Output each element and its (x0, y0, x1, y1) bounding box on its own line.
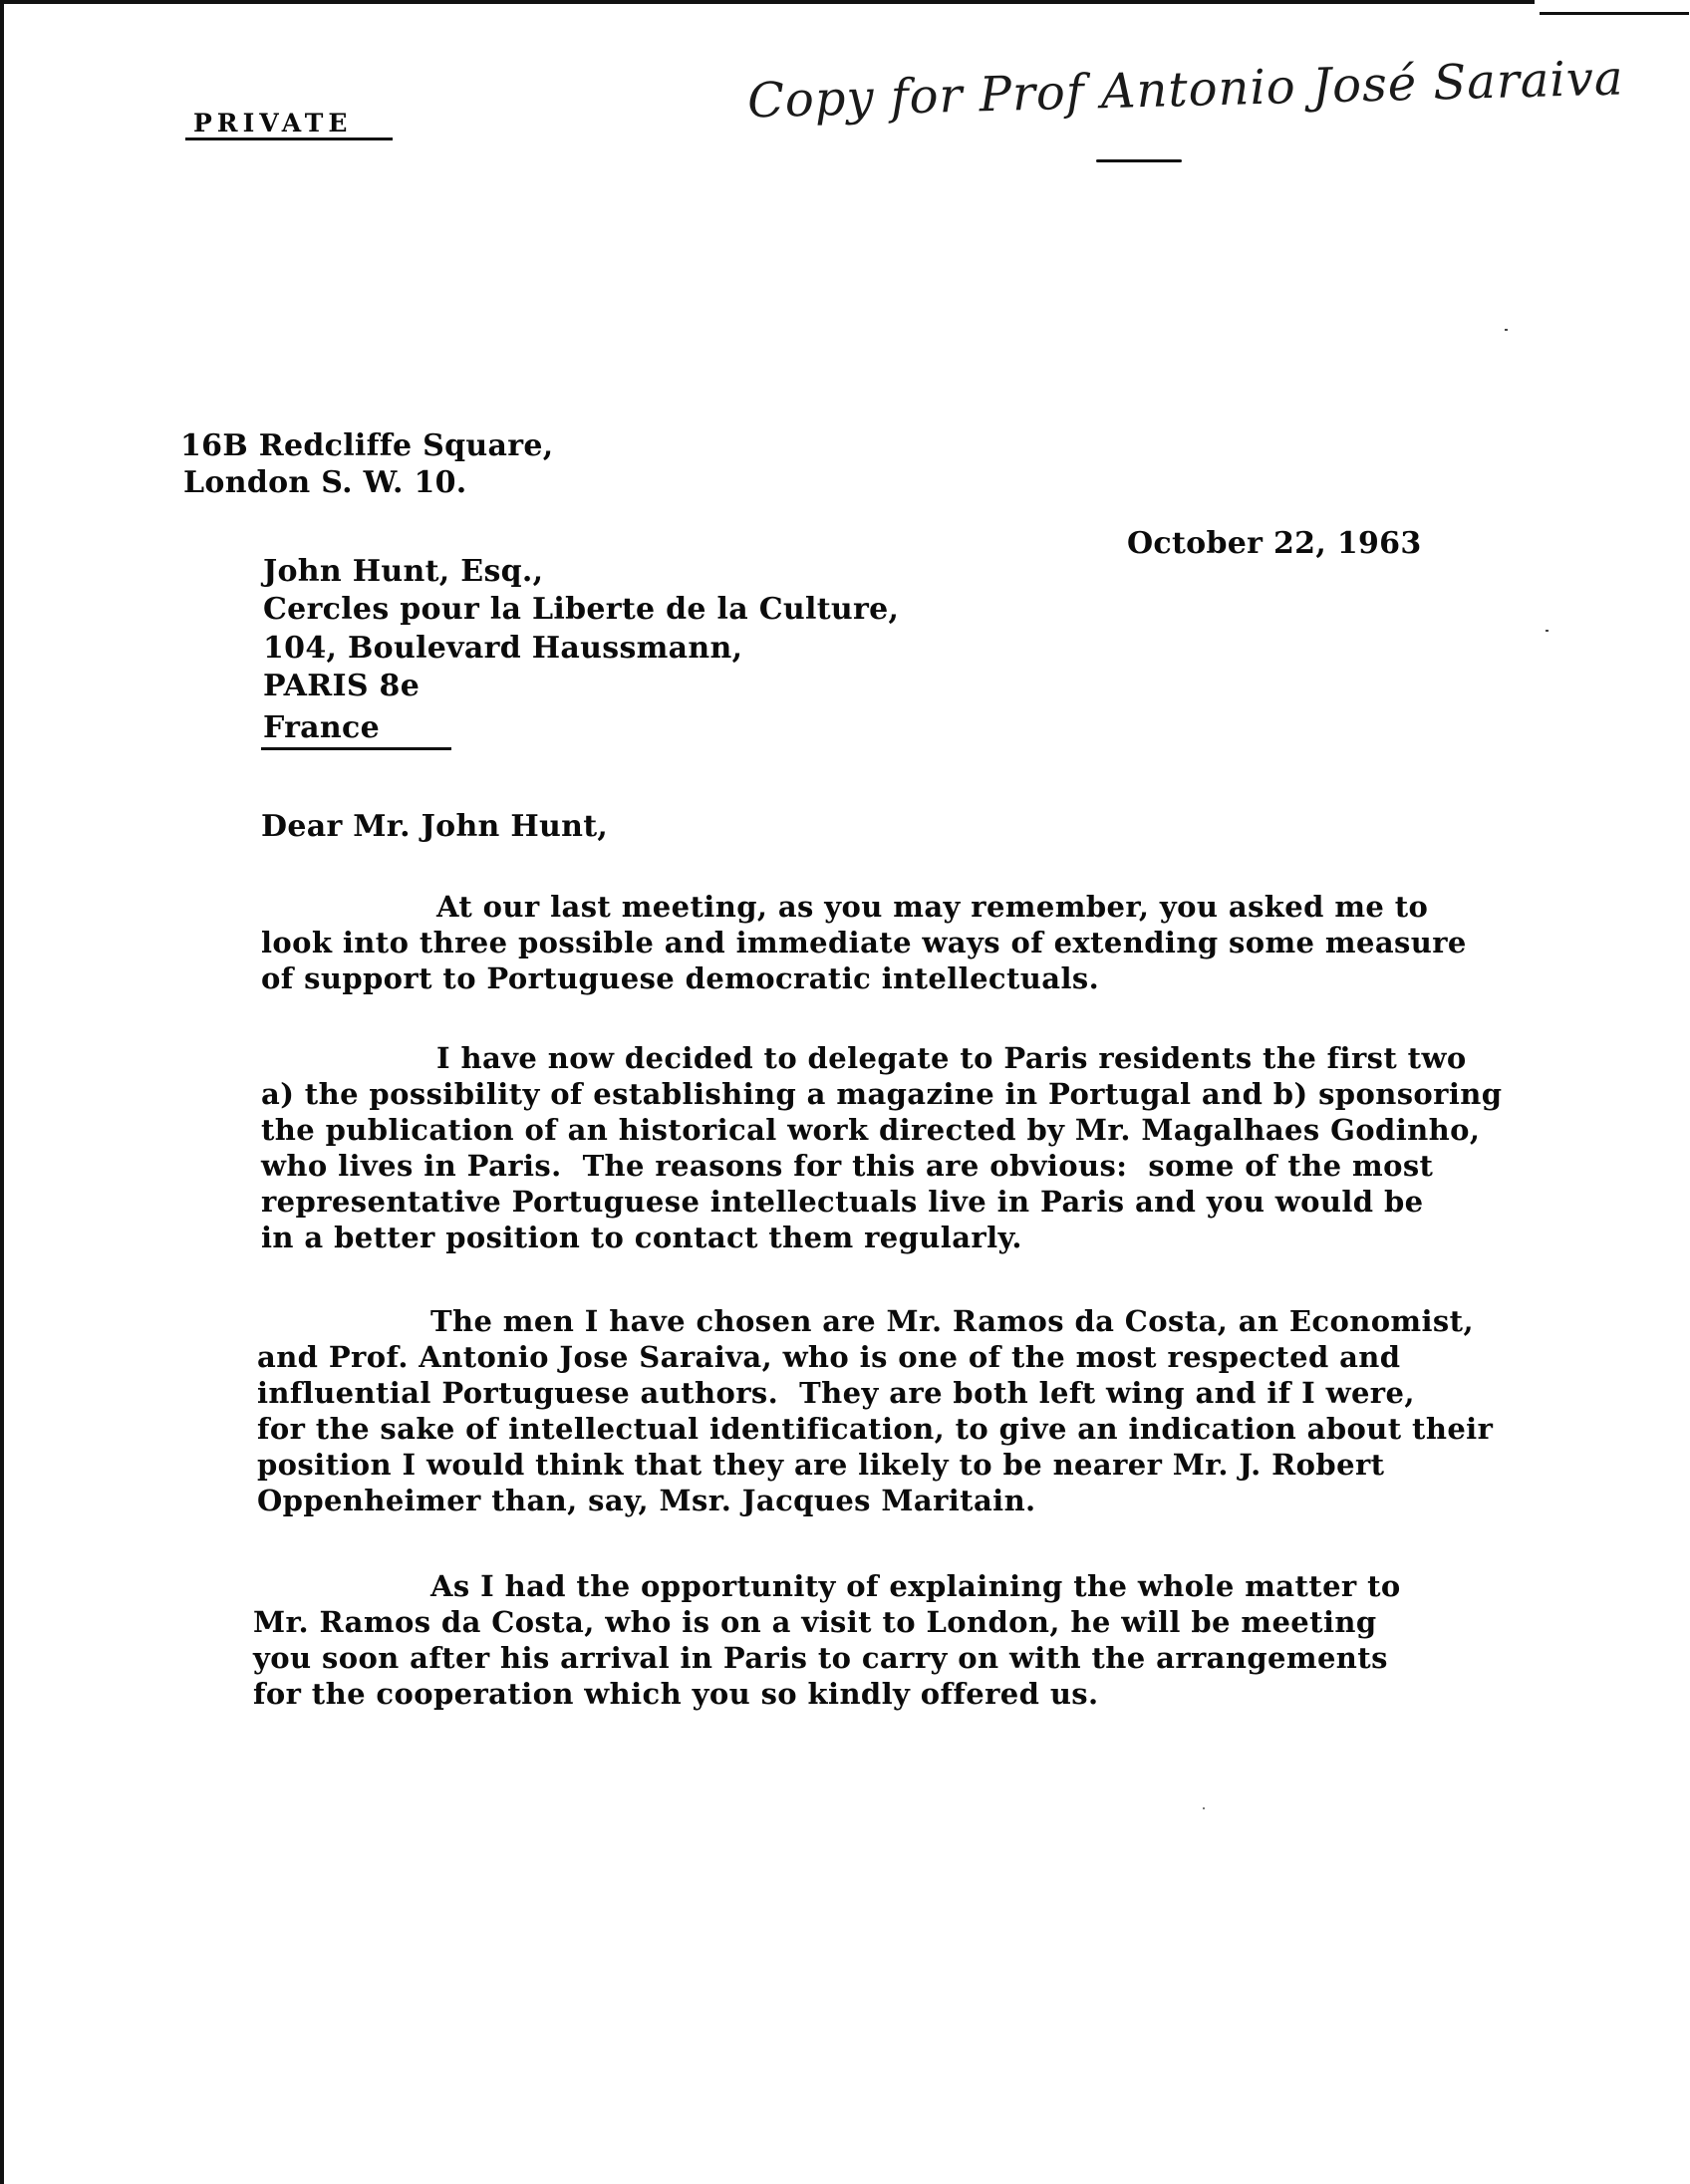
body-line: for the sake of intellectual identification, to give an indication about their (257, 1412, 1494, 1446)
body-line: As I had the opportunity of explaining the whole matter to (430, 1569, 1401, 1603)
private-label: PRIVATE (193, 109, 353, 137)
handwritten-underline (1096, 159, 1182, 162)
recipient-line-2: Cercles pour la Liberte de la Culture, (263, 592, 900, 627)
body-line: look into three possible and immediate ways of extending some measure (261, 926, 1467, 959)
sender-address-line-2: London S. W. 10. (183, 465, 467, 500)
private-underline (185, 137, 393, 140)
body-line: the publication of an historical work directed by Mr. Magalhaes Godinho, (261, 1113, 1481, 1147)
body-line: of support to Portuguese democratic intellectuals. (261, 961, 1100, 995)
body-line: for the cooperation which you so kindly offered us. (253, 1677, 1099, 1711)
speck (1203, 1807, 1205, 1809)
body-line: Mr. Ramos da Costa, who is on a visit to London, he will be meeting (253, 1605, 1377, 1639)
letter-date: October 22, 1963 (1127, 526, 1422, 561)
body-line: and Prof. Antonio Jose Saraiva, who is one of the most respected and (257, 1340, 1401, 1374)
recipient-line-4: PARIS 8e (263, 669, 421, 703)
page-edge-top-right (1540, 12, 1689, 15)
body-line: who lives in Paris. The reasons for this are obvious: some of the most (261, 1149, 1434, 1183)
body-line: representative Portuguese intellectuals live in Paris and you would be (261, 1185, 1424, 1219)
page-edge-top (0, 0, 1535, 4)
body-line: a) the possibility of establishing a magazine in Portugal and b) sponsoring (261, 1077, 1503, 1111)
recipient-underline (261, 747, 451, 750)
body-line: Oppenheimer than, say, Msr. Jacques Maritain. (257, 1484, 1036, 1517)
recipient-line-5: France (263, 710, 380, 745)
speck (1546, 630, 1549, 632)
body-line: The men I have chosen are Mr. Ramos da Costa, an Economist, (430, 1304, 1474, 1338)
body-line: you soon after his arrival in Paris to carry on with the arrangements (253, 1641, 1388, 1675)
body-line: in a better position to contact them regularly. (261, 1221, 1022, 1254)
speck (1505, 329, 1508, 331)
body-line: At our last meeting, as you may remember, you asked me to (436, 890, 1429, 924)
recipient-line-3: 104, Boulevard Haussmann, (263, 631, 743, 666)
page-edge-left (0, 0, 4, 2184)
sender-address-line-1: 16B Redcliffe Square, (180, 428, 554, 463)
body-line: I have now decided to delegate to Paris residents the first two (436, 1041, 1467, 1075)
body-line: position I would think that they are likely to be nearer Mr. J. Robert (257, 1448, 1385, 1482)
recipient-line-1: John Hunt, Esq., (263, 554, 544, 589)
body-line: influential Portuguese authors. They are both left wing and if I were, (257, 1376, 1415, 1410)
salutation: Dear Mr. John Hunt, (261, 809, 609, 844)
handwritten-note: Copy for Prof Antonio José Saraiva (746, 50, 1625, 130)
